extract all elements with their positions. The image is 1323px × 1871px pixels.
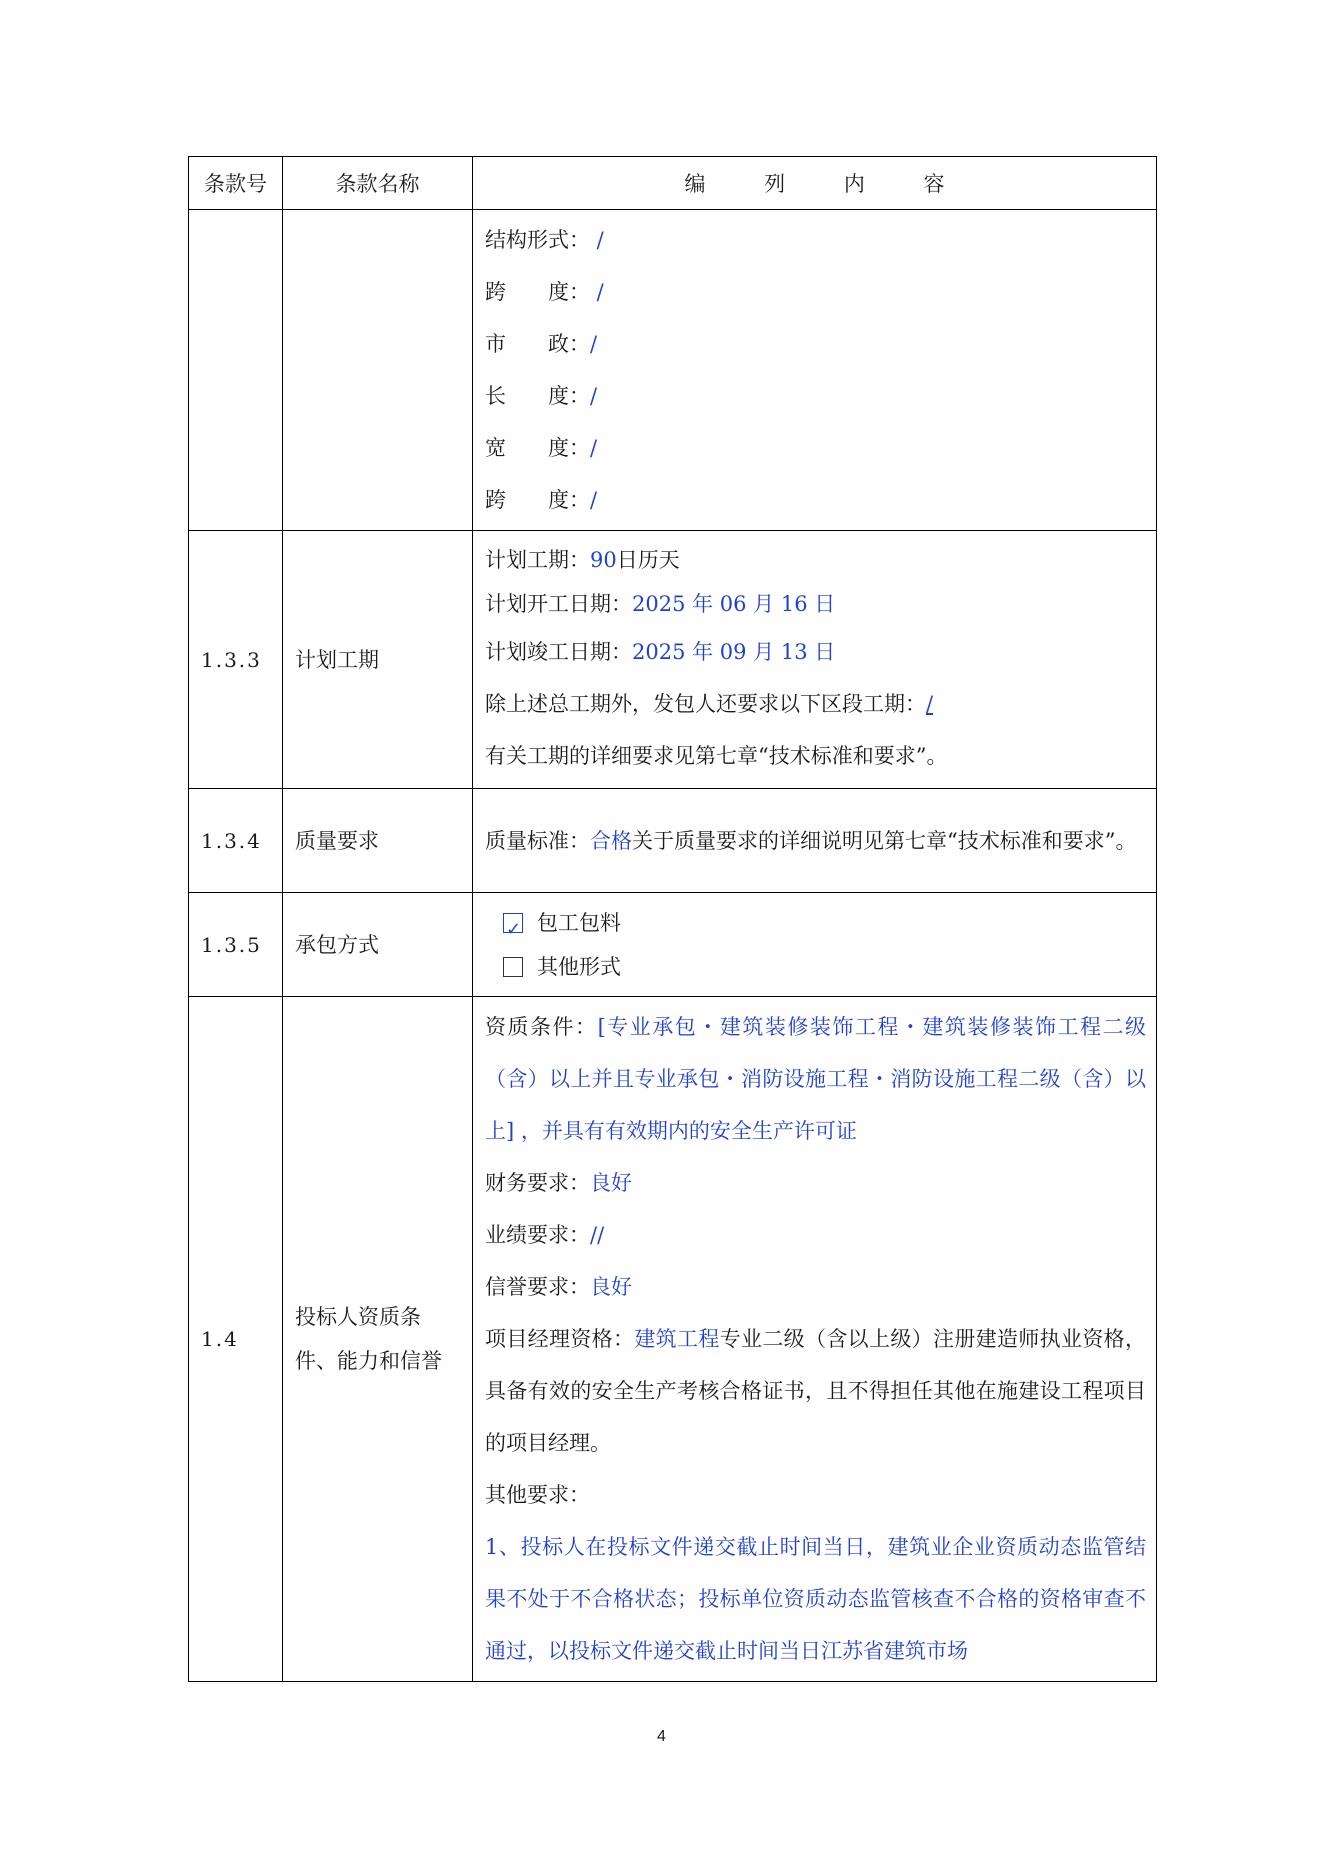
credit-line: 信誉要求：良好: [485, 1275, 632, 1299]
other-requirements-text: 1、投标人在投标文件递交截止时间当日，建筑业企业资质动态监管结果不处于不合格状态；投标单位资质动态监管核查不合格的资格审查不通过，以投标文件递交截止时间当日江苏省建筑市场: [485, 1535, 1146, 1663]
option-label: 其他形式: [537, 954, 621, 979]
structure-content: [473, 210, 1157, 531]
clause-no-cell: 1.3.3: [189, 531, 283, 789]
end-date-line: 计划竣工日期：2025 年 09 月 13 日: [485, 639, 836, 664]
empty-checkbox-icon[interactable]: [503, 957, 523, 977]
clause-no-cell: 1.4: [189, 997, 283, 1682]
structure-line: 市 政：/: [485, 332, 598, 356]
table-row-structure: [189, 210, 1157, 531]
quality-content: [473, 789, 1157, 893]
table-row-qualification: [189, 997, 1157, 1682]
project-manager-paragraph: 项目经理资格：建筑工程专业二级（含以上级）注册建造师执业资格，具备有效的安全生产考核合格证书，且不得担任其他在施建设工程项目的项目经理。: [485, 1327, 1147, 1455]
checked-checkbox-icon[interactable]: ✓: [503, 913, 523, 933]
table-header-row: [189, 157, 1157, 210]
finance-line: 财务要求：良好: [485, 1171, 632, 1195]
option-labor-and-materials[interactable]: [485, 901, 1146, 945]
plan-duration-line: 计划工期：90日历天: [485, 547, 680, 572]
qualification-paragraph: 资质条件：[专业承包・建筑装修装饰工程・建筑装修装饰工程二级（含）以上并且专业承包・消防设施工程・消防设施工程二级（含）以上] ，并具有有效期内的安全生产许可证: [485, 1015, 1146, 1143]
structure-line: 跨 度：/: [485, 488, 598, 512]
contract-mode-content: [473, 893, 1157, 997]
table-row-schedule: [189, 531, 1157, 789]
clause-no-cell: [189, 210, 283, 531]
other-requirements-label: 其他要求：: [485, 1483, 590, 1507]
header-content: 编 列 内 容: [473, 157, 1157, 210]
structure-line: 结构形式： /: [485, 228, 604, 252]
clause-no-cell: 1.3.5: [189, 893, 283, 997]
table-row-quality: [189, 789, 1157, 893]
structure-line: 长 度：/: [485, 384, 598, 408]
structure-line: 宽 度：/: [485, 436, 598, 460]
clause-name-cell: 承包方式: [283, 893, 473, 997]
clause-name-cell: 投标人资质条件、能力和信誉: [283, 997, 473, 1682]
qualification-content: [473, 997, 1157, 1682]
clause-no-cell: 1.3.4: [189, 789, 283, 893]
option-other-form[interactable]: [485, 945, 1146, 989]
schedule-note: 有关工期的详细要求见第七章“技术标准和要求”。: [485, 743, 948, 768]
header-clause-no: 条款号: [189, 157, 283, 210]
option-label: 包工包料: [537, 910, 621, 935]
start-date-line: 计划开工日期：2025 年 06 月 16 日: [485, 591, 836, 616]
page-number: 4: [657, 1728, 666, 1745]
performance-line: 业绩要求：//: [485, 1223, 605, 1247]
schedule-content: [473, 531, 1157, 789]
clause-name-cell: [283, 210, 473, 531]
table-row-contract-mode: [189, 893, 1157, 997]
clause-table: [188, 156, 1157, 1682]
clause-name-cell: 质量要求: [283, 789, 473, 893]
section-duration-line: 除上述总工期外，发包人还要求以下区段工期：/: [485, 691, 934, 716]
header-clause-name: 条款名称: [283, 157, 473, 210]
structure-line: 跨 度： /: [485, 280, 604, 304]
quality-paragraph: 质量标准：合格关于质量要求的详细说明见第七章“技术标准和要求”。: [485, 828, 1137, 853]
clause-name-cell: 计划工期: [283, 531, 473, 789]
